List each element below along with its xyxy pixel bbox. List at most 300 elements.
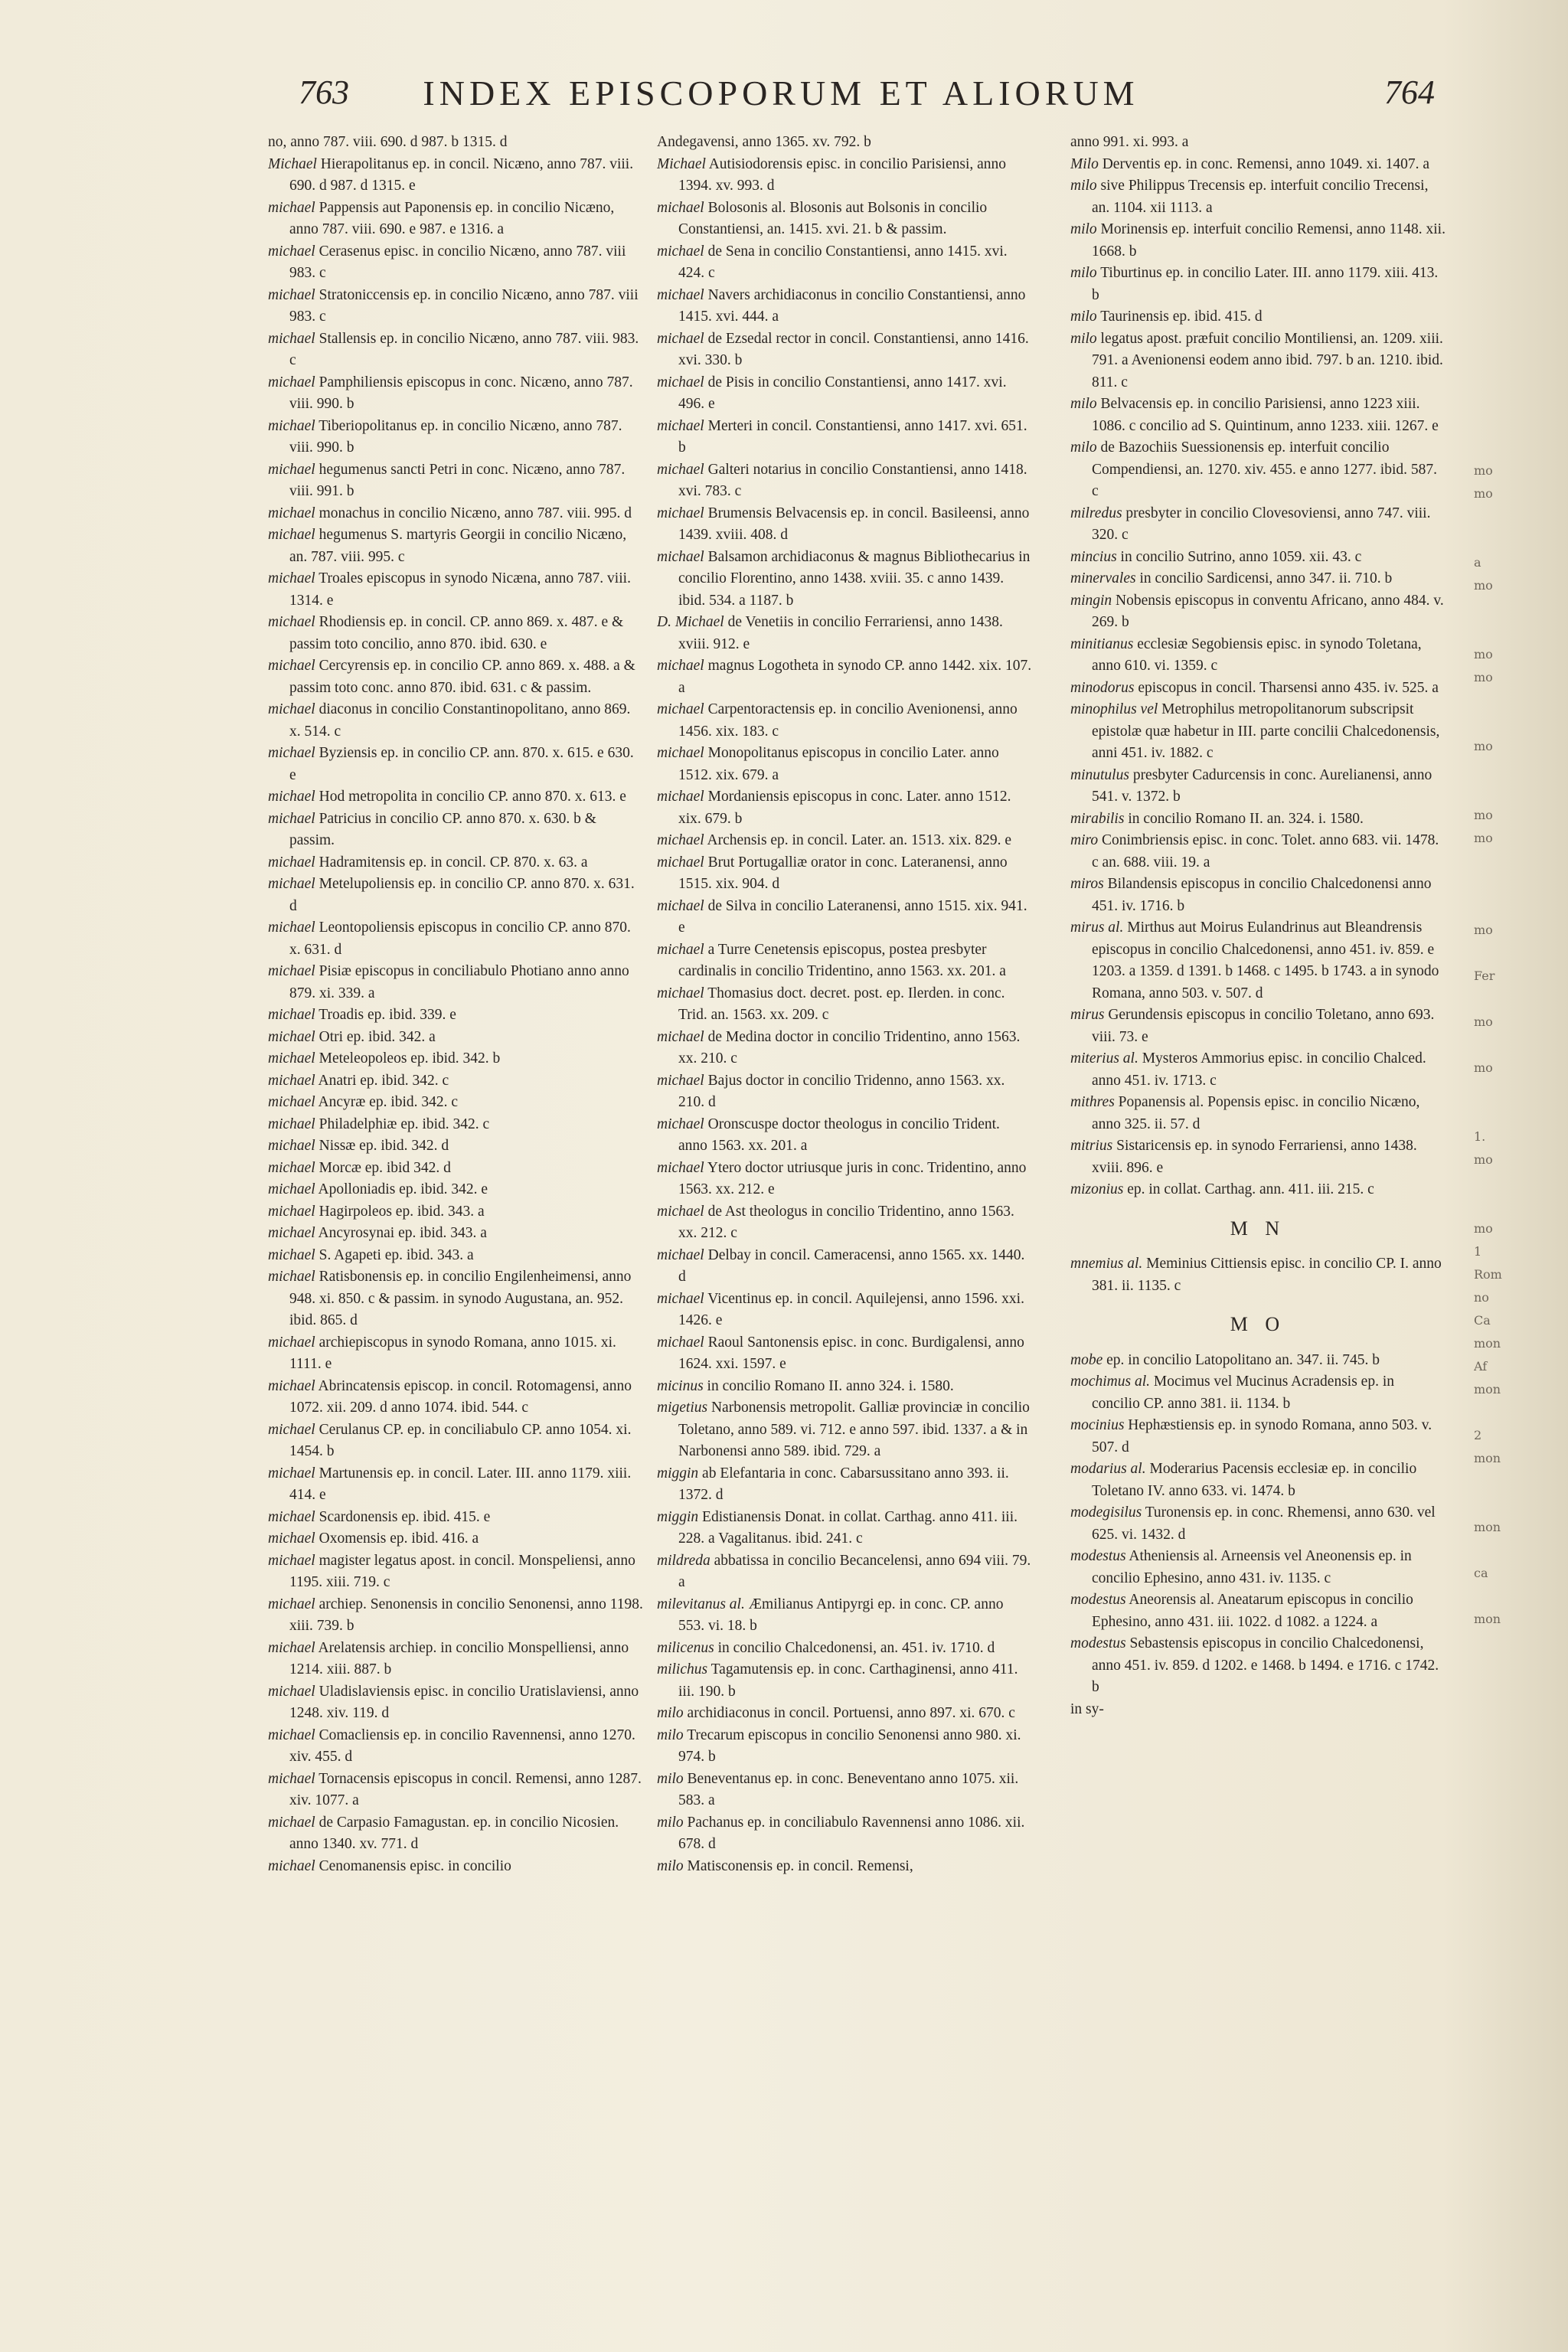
spine-fragment <box>1474 505 1566 528</box>
index-entry <box>657 1289 1032 1332</box>
entry-headword: milo <box>1070 330 1097 347</box>
entry-text: Tiberiopolitanus ep. in concilio Nicæno, anno 787. viii. 990. b <box>289 417 622 456</box>
spine-fragment <box>1474 1171 1566 1194</box>
index-entry <box>268 198 643 241</box>
entry-text: Autisiodorensis episc. in concilio Parisiensi, anno 1394. xv. 993. d <box>678 155 1007 194</box>
entry-text: Bajus doctor in concilio Tridenno, anno 1563. xx. 210. d <box>678 1072 1005 1110</box>
index-entry <box>657 1659 1032 1703</box>
entry-headword: michael <box>657 854 704 871</box>
entry-headword: michael <box>268 1116 315 1132</box>
spine-fragment <box>1474 597 1566 620</box>
entry-headword: Michael <box>657 155 706 172</box>
entry-text: Narbonensis metropolit. Galliæ provinciæ in concilio Toletano, anno 589. vi. 712. e anno 597. ibid. 1337. a & in Narbonensi anno 589. ibid. 729. a <box>678 1400 1030 1459</box>
index-entry <box>657 699 1032 743</box>
index-entry <box>657 983 1032 1027</box>
index-entry <box>657 154 1032 198</box>
spine-fragment: mo <box>1474 1014 1493 1029</box>
entry-text: Oxomensis ep. ibid. 416. a <box>318 1530 479 1547</box>
spine-fragment <box>1474 781 1566 804</box>
entry-text: Mocimus vel Mucinus Acradensis ep. in concilio CP. anno 381. ii. 1134. b <box>1092 1374 1394 1412</box>
index-entry <box>268 241 643 285</box>
entry-headword: michael <box>268 1094 315 1110</box>
index-entry <box>1070 1415 1446 1459</box>
index-entry <box>657 655 1032 699</box>
index-entry <box>268 1376 643 1419</box>
spine-fragment: mo <box>1474 1221 1493 1236</box>
entry-headword: michael <box>268 1552 315 1569</box>
spine-fragment <box>1474 1539 1566 1562</box>
index-entry <box>657 1070 1032 1114</box>
index-entry <box>1070 678 1446 700</box>
entry-text: ep. in collat. Carthag. ann. 411. iii. 215. c <box>1127 1181 1374 1197</box>
entry-headword: modestus <box>1070 1635 1126 1651</box>
index-entry <box>268 961 643 1004</box>
spine-fragment: 2 <box>1474 1428 1482 1442</box>
entry-headword: michael <box>268 1770 315 1787</box>
entry-text: de Bazochiis Suessionensis ep. interfuit concilio Compendiensi, an. 1270. xiv. 455. e anno 1277. ibid. 587. c <box>1092 439 1437 499</box>
entry-headword: michael <box>268 1007 315 1023</box>
spine-fragment: no <box>1474 1290 1489 1305</box>
index-entry <box>268 1179 643 1201</box>
entry-headword: michael <box>268 1072 315 1089</box>
entry-headword: minophilus vel <box>1070 701 1158 717</box>
entry-headword: michael <box>268 199 315 216</box>
spine-fragment <box>1474 1470 1566 1493</box>
index-entry <box>268 852 643 874</box>
spine-fragment: mon <box>1474 1336 1501 1351</box>
entry-headword: Milo <box>1070 155 1099 172</box>
entry-headword: milo <box>1070 396 1097 412</box>
facing-page-edge-fragments <box>1474 459 1566 1991</box>
index-entry <box>1070 917 1446 1004</box>
entry-text: in concilio Chalcedonensi, an. 451. iv. 1710. d <box>717 1639 995 1656</box>
entry-headword: michael <box>268 920 315 936</box>
entry-text: Anatri ep. ibid. 342. c <box>318 1072 449 1089</box>
entry-text: Mysteros Ammorius episc. in concilio Chalced. anno 451. iv. 1713. c <box>1092 1050 1426 1089</box>
entry-headword: mirus al. <box>1070 920 1124 936</box>
entry-headword: miterius al. <box>1070 1050 1138 1067</box>
index-entry <box>1070 394 1446 437</box>
entry-text: in concilio Romano II. an. 324. i. 1580. <box>1128 810 1364 827</box>
entry-headword: michael <box>268 876 315 892</box>
entry-headword: michael <box>268 1596 315 1612</box>
index-entry <box>268 655 643 699</box>
entry-text: Nobensis episcopus in conventu Africano, anno 484. v. 269. b <box>1092 592 1444 630</box>
index-entry <box>268 1812 643 1856</box>
index-entry <box>268 874 643 917</box>
index-entry <box>657 896 1032 939</box>
entry-text: Stallensis ep. in concilio Nicæno, anno 787. viii. 983. c <box>289 330 639 368</box>
entry-headword: miggin <box>657 1508 699 1525</box>
entry-text: Bilandensis episcopus in concilio Chalcedonensi anno 451. iv. 1716. b <box>1092 876 1432 914</box>
index-entry <box>268 459 643 503</box>
index-entry <box>1070 1350 1446 1372</box>
entry-text: Meminius Cittiensis episc. in concilio CP. I. anno 381. ii. 1135. c <box>1092 1256 1442 1294</box>
entry-headword: michael <box>268 1814 315 1831</box>
spine-fragment: mo <box>1474 923 1493 937</box>
spine-fragment: mon <box>1474 1520 1501 1534</box>
spine-fragment: mo <box>1474 578 1493 593</box>
entry-headword: D. Michael <box>657 614 724 630</box>
entry-headword: michael <box>268 1857 315 1874</box>
index-entry <box>268 1463 643 1507</box>
index-entry <box>1070 699 1446 765</box>
index-entry <box>657 1725 1032 1769</box>
spine-fragment <box>1474 873 1566 896</box>
entry-text: Sistaricensis ep. in synodo Ferrariensi, anno 1438. xviii. 896. e <box>1092 1138 1417 1176</box>
entry-headword: milo <box>657 1814 684 1831</box>
index-entry <box>268 699 643 743</box>
spine-fragment: mon <box>1474 1612 1501 1626</box>
index-entry <box>268 1507 643 1529</box>
index-entry <box>1070 1699 1446 1721</box>
entry-headword: michael <box>268 1334 315 1351</box>
entry-headword: milo <box>1070 265 1097 281</box>
entry-text: Vicentinus ep. in concil. Aquilejensi, anno 1596. xxi. 1426. e <box>678 1290 1024 1328</box>
index-entry <box>1070 874 1446 917</box>
index-entry <box>268 1245 643 1267</box>
entry-headword: michael <box>268 1508 315 1525</box>
entry-text: Oronscuspe doctor theologus in concilio Trident. anno 1563. xx. 201. a <box>678 1116 1000 1154</box>
index-entry <box>1070 830 1446 874</box>
entry-text: Uladislaviensis episc. in concilio Uratislaviensi, anno 1248. xiv. 119. d <box>289 1683 639 1721</box>
entry-text: Scardonensis ep. ibid. 415. e <box>318 1508 491 1525</box>
index-entry <box>1070 1546 1446 1589</box>
index-entry <box>1070 219 1446 263</box>
index-entry <box>268 1070 643 1093</box>
entry-text: Metelupoliensis ep. in concilio CP. anno 870. x. 631. d <box>289 876 635 914</box>
entry-headword: michael <box>268 810 315 827</box>
spine-fragment: mo <box>1474 647 1493 662</box>
spine-fragment: 1. <box>1474 1129 1486 1144</box>
entry-text: Moderarius Pacensis ecclesiæ ep. in concilio Toletano IV. anno 633. vi. 1474. b <box>1092 1461 1417 1499</box>
entry-headword: modarius al. <box>1070 1461 1146 1477</box>
entry-headword: minodorus <box>1070 679 1135 696</box>
index-entry <box>657 328 1032 372</box>
entry-text: archiep. Senonensis in concilio Senonensi, anno 1198. xiii. 739. b <box>289 1596 643 1634</box>
spine-fragment <box>1474 850 1566 873</box>
entry-headword: michael <box>268 417 315 434</box>
index-entry <box>1070 175 1446 219</box>
entry-headword: mirabilis <box>1070 810 1125 827</box>
entry-text: hegumenus sancti Petri in conc. Nicæno, anno 787. viii. 991. b <box>289 461 626 499</box>
index-column-1 <box>268 132 643 2337</box>
entry-headword: michael <box>657 1072 704 1089</box>
entry-headword: modegisilus <box>1070 1504 1142 1521</box>
entry-headword: milevitanus al. <box>657 1596 745 1612</box>
index-entry <box>268 1856 643 1878</box>
entry-text: archidiaconus in concil. Portuensi, anno 897. xi. 670. c <box>687 1705 1015 1721</box>
index-entry <box>268 1725 643 1769</box>
entry-headword: mochimus al. <box>1070 1374 1150 1390</box>
index-entry <box>1070 1502 1446 1546</box>
entry-text: sive Philippus Trecensis ep. interfuit concilio Trecensi, an. 1104. xii 1113. a <box>1092 178 1429 216</box>
entry-text: Patricius in concilio CP. anno 870. x. 630. b & passim. <box>289 810 596 848</box>
entry-headword: michael <box>268 461 315 478</box>
entry-text: Martunensis ep. in concil. Later. III. anno 1179. xiii. 414. e <box>289 1465 632 1503</box>
spine-fragment: mo <box>1474 670 1493 684</box>
index-entry <box>657 198 1032 241</box>
index-entry <box>1070 328 1446 394</box>
entry-headword: michael <box>657 243 704 260</box>
entry-headword: michael <box>268 1421 315 1438</box>
entry-text: de Pisis in concilio Constantiensi, anno 1417. xvi. 496. e <box>678 374 1007 412</box>
entry-text: in concilio Romano II. anno 324. i. 1580. <box>707 1377 954 1394</box>
entry-headword: milicenus <box>657 1639 714 1656</box>
entry-headword: michael <box>268 570 315 586</box>
entry-text: Philadelphiæ ep. ibid. 342. c <box>318 1116 490 1132</box>
page-number-left: 763 <box>299 74 349 111</box>
entry-text: Comacliensis ep. in concilio Ravennensi, anno 1270. xiv. 455. d <box>289 1726 635 1765</box>
index-entry <box>268 1550 643 1594</box>
entry-text: Cercyrensis ep. in concilio CP. anno 869. x. 488. a & passim toto conc. anno 870. ibid. 631. c & passim. <box>289 658 635 696</box>
entry-headword: michael <box>268 286 315 303</box>
index-entry <box>657 1158 1032 1201</box>
index-entry <box>657 1463 1032 1507</box>
index-entry <box>657 743 1032 786</box>
index-entry <box>1070 132 1446 154</box>
entry-text: Tornacensis episcopus in concil. Remensi, anno 1287. xiv. 1077. a <box>289 1770 642 1808</box>
entry-text: de Carpasio Famagustan. ep. in concilio Nicosien. anno 1340. xv. 771. d <box>289 1814 619 1852</box>
index-entry <box>657 1507 1032 1550</box>
entry-headword: michael <box>268 374 315 390</box>
entry-text: a Turre Cenetensis episcopus, postea presbyter cardinalis in concilio Tridentino, anno 1563. xx. 201. a <box>678 941 1006 979</box>
entry-headword: michael <box>268 1726 315 1743</box>
spine-fragment <box>1474 942 1566 965</box>
index-entry <box>657 1812 1032 1856</box>
entry-headword: modestus <box>1070 1548 1126 1564</box>
entry-text: Leontopoliensis episcopus in concilio CP. anno 870. x. 631. d <box>289 920 631 958</box>
index-entry <box>657 1397 1032 1463</box>
index-column-3 <box>1070 132 1446 2337</box>
spine-fragment: mo <box>1474 808 1493 822</box>
entry-text: Belvacensis ep. in concilio Parisiensi, anno 1223 xiii. 1086. c concilio ad S. Quintinum, anno 1233. xiii. 1267. e <box>1092 396 1439 434</box>
entry-text: Gerundensis episcopus in concilio Toletano, anno 693. viii. 73. e <box>1092 1007 1435 1045</box>
entry-text: Mordaniensis episcopus in conc. Later. anno 1512. xix. 679. b <box>678 789 1011 827</box>
entry-headword: micinus <box>657 1377 704 1394</box>
index-entry <box>657 1201 1032 1245</box>
entry-headword: michael <box>657 701 704 717</box>
entry-headword: mildreda <box>657 1552 710 1569</box>
entry-headword: michael <box>268 658 315 674</box>
entry-text: Atheniensis al. Arneensis vel Aneonensis ep. in concilio Ephesino, anno 431. iv. 1135. c <box>1092 1548 1412 1586</box>
index-entry <box>1070 1633 1446 1699</box>
spine-fragment <box>1474 1585 1566 1608</box>
entry-text: ab Elefantaria in conc. Cabarsussitano anno 393. ii. 1372. d <box>678 1465 1009 1503</box>
entry-headword: michael <box>268 243 315 260</box>
index-entry <box>268 1092 643 1114</box>
index-entry <box>268 1266 643 1332</box>
entry-headword: milredus <box>1070 505 1122 521</box>
index-entry <box>1070 808 1446 831</box>
index-entry <box>657 1703 1032 1725</box>
spine-fragment <box>1474 620 1566 643</box>
entry-text: Pappensis aut Paponensis ep. in concilio Nicæno, anno 787. viii. 690. e 987. e 1316. a <box>289 199 615 237</box>
entry-headword: michael <box>657 1028 704 1045</box>
index-entry <box>268 372 643 416</box>
entry-text: monachus in concilio Nicæno, anno 787. viii. 995. d <box>318 505 632 521</box>
entry-headword: michael <box>268 1159 315 1176</box>
entry-headword: michael <box>268 1225 315 1241</box>
spine-fragment <box>1474 1493 1566 1516</box>
entry-text: Trecarum episcopus in concilio Senonensi anno 980. xi. 974. b <box>678 1726 1021 1765</box>
index-entry <box>657 1114 1032 1158</box>
section-heading: M O <box>1230 1313 1286 1335</box>
entry-headword: michael <box>268 1530 315 1547</box>
entry-text: Thomasius doct. decret. post. ep. Ilerden. in conc. Trid. an. 1563. xx. 209. c <box>678 985 1005 1023</box>
entry-headword: modestus <box>1070 1592 1126 1608</box>
spine-fragment <box>1474 1080 1566 1102</box>
index-entry <box>657 1376 1032 1398</box>
entry-headword: mingin <box>1070 592 1112 609</box>
entry-text: archiepiscopus in synodo Romana, anno 1015. xi. 1111. e <box>289 1334 616 1372</box>
entry-headword: michael <box>268 789 315 805</box>
spine-fragment: mo <box>1474 463 1493 478</box>
entry-headword: miro <box>1070 832 1099 848</box>
entry-headword: michael <box>268 963 315 979</box>
entry-headword: minitianus <box>1070 635 1134 652</box>
entry-text: Ancyræ ep. ibid. 342. c <box>318 1094 459 1110</box>
entry-headword: milo <box>657 1726 684 1743</box>
index-entry <box>268 917 643 961</box>
index-entry <box>657 852 1032 896</box>
entry-text: diaconus in concilio Constantinopolitano, anno 869. x. 514. c <box>289 701 631 740</box>
index-entry <box>268 1769 643 1812</box>
index-entry <box>1070 1048 1446 1092</box>
entry-text: hegumenus S. martyris Georgii in concilio Nicæno, an. 787. viii. 995. c <box>289 527 627 565</box>
entry-text: presbyter in concilio Clovesoviensi, anno 747. viii. 320. c <box>1092 505 1431 543</box>
entry-text: Monopolitanus episcopus in concilio Later. anno 1512. xix. 679. a <box>678 745 999 783</box>
entry-text: Troales episcopus in synodo Nicæna, anno 787. viii. 1314. e <box>289 570 631 609</box>
entry-headword: michael <box>268 745 315 761</box>
index-entry <box>268 132 643 154</box>
section-heading: M N <box>1230 1217 1286 1240</box>
entry-text: Stratoniccensis ep. in concilio Nicæno, anno 787. viii 983. c <box>289 286 639 325</box>
spine-fragment: mo <box>1474 1060 1493 1075</box>
spine-fragment: mo <box>1474 739 1493 753</box>
entry-headword: michael <box>657 941 704 958</box>
entry-headword: mitrius <box>1070 1138 1113 1154</box>
entry-text: Cerulanus CP. ep. in conciliabulo CP. anno 1054. xi. 1454. b <box>289 1421 632 1459</box>
index-entry <box>1070 154 1446 176</box>
spine-fragment <box>1474 1401 1566 1424</box>
index-entry <box>268 808 643 852</box>
entry-headword: mobe <box>1070 1351 1103 1368</box>
entry-text: Pamphiliensis episcopus in conc. Nicæno, anno 787. viii. 990. b <box>289 374 633 412</box>
spine-fragment: 1 <box>1474 1244 1482 1259</box>
entry-headword: michael <box>268 1465 315 1481</box>
entry-text: Matisconensis ep. in concil. Remensi, <box>687 1857 913 1874</box>
index-entry <box>268 1638 643 1681</box>
entry-text: de Ast theologus in concilio Tridentino, anno 1563. xx. 212. c <box>678 1203 1014 1241</box>
index-entry <box>1070 568 1446 590</box>
index-entry <box>657 786 1032 830</box>
spine-fragment <box>1474 712 1566 735</box>
index-entry <box>268 416 643 459</box>
index-entry <box>657 830 1032 852</box>
entry-text: Rhodiensis ep. in concil. CP. anno 869. x. 487. e & passim toto concilio, anno 870. ibid. 630. e <box>289 614 624 652</box>
entry-text: Tiburtinus ep. in concilio Later. III. anno 1179. xiii. 413. b <box>1092 265 1439 303</box>
entry-headword: miggin <box>657 1465 699 1481</box>
index-column-2 <box>657 132 1032 2337</box>
index-entry <box>657 503 1032 547</box>
index-entry <box>657 1027 1032 1070</box>
entry-text: anno 991. xi. 993. a <box>1070 134 1189 150</box>
index-entry <box>268 1114 643 1136</box>
entry-text: presbyter Cadurcensis in conc. Aurelianensi, anno 541. v. 1372. b <box>1092 766 1432 805</box>
entry-text: Raoul Santonensis episc. in conc. Burdigalensi, anno 1624. xxi. 1597. e <box>678 1334 1024 1372</box>
entry-headword: michael <box>657 658 704 674</box>
index-entry <box>1070 765 1446 808</box>
entry-headword: michael <box>657 1116 704 1132</box>
entry-text: Cerasenus episc. in concilio Nicæno, anno 787. viii 983. c <box>289 243 626 281</box>
entry-headword: migetius <box>657 1400 708 1416</box>
entry-text: Otri ep. ibid. 342. a <box>318 1028 436 1045</box>
entry-headword: michael <box>657 1246 704 1263</box>
entry-text: Metrophilus metropolitanorum subscripsit epistolæ quæ habetur in III. parte concilii Chalcedonensis, anni 451. iv. 1882. c <box>1092 701 1440 761</box>
entry-headword: michael <box>657 789 704 805</box>
entry-text: Delbay in concil. Cameracensi, anno 1565. xx. 1440. d <box>678 1246 1025 1285</box>
spine-fragment: Rom <box>1474 1267 1502 1282</box>
index-entry <box>1070 1253 1446 1297</box>
spine-fragment: a <box>1474 555 1481 570</box>
entry-headword: miros <box>1070 876 1104 892</box>
entry-text: Byziensis ep. in concilio CP. ann. 870. x. 615. e 630. e <box>289 745 634 783</box>
entry-headword: michael <box>268 505 315 521</box>
entry-text: in concilio Sutrino, anno 1059. xii. 43. c <box>1120 548 1362 565</box>
spine-fragment <box>1474 1034 1566 1057</box>
index-entry <box>268 1223 643 1245</box>
index-entry <box>268 1201 643 1223</box>
index-entry <box>1070 263 1446 306</box>
entry-headword: michael <box>268 1028 315 1045</box>
entry-text: Cenomanensis episc. in concilio <box>318 1857 511 1874</box>
entry-text: Ratisbonensis ep. in concilio Engilenheimensi, anno 948. xi. 850. c & passim. in synodo Augustana, an. 952. ibid. 865. d <box>289 1269 632 1328</box>
entry-text: Conimbriensis episc. in conc. Tolet. anno 683. vii. 1478. c an. 688. viii. 19. a <box>1092 832 1439 871</box>
spine-fragment: mon <box>1474 1451 1501 1465</box>
entry-text: no, anno 787. viii. 690. d 987. b 1315. d <box>268 134 508 150</box>
index-entry <box>1070 437 1446 503</box>
entry-text: Hierapolitanus ep. in concil. Nicæno, anno 787. viii. 690. d 987. d 1315. e <box>289 155 634 194</box>
entry-text: Andegavensi, anno 1365. xv. 792. b <box>657 134 871 150</box>
entry-text: Carpentoractensis ep. in concilio Avenionensi, anno 1456. xix. 183. c <box>678 701 1018 740</box>
entry-text: ecclesiæ Segobiensis episc. in synodo Toletana, anno 610. vi. 1359. c <box>1092 635 1422 674</box>
entry-text: Ancyrosynai ep. ibid. 343. a <box>318 1225 487 1241</box>
entry-headword: milo <box>657 1705 684 1721</box>
index-entry <box>1070 1459 1446 1502</box>
entry-text: Hadramitensis ep. in concil. CP. 870. x. 63. a <box>318 854 588 871</box>
entry-headword: milo <box>657 1857 684 1874</box>
index-entry <box>657 1769 1032 1812</box>
entry-headword: michael <box>268 1138 315 1154</box>
entry-text: de Venetiis in concilio Ferrariensi, anno 1438. xviii. 912. e <box>678 614 1003 652</box>
entry-headword: mocinius <box>1070 1417 1125 1433</box>
entry-headword: milo <box>657 1770 684 1787</box>
entry-headword: michael <box>268 1181 315 1197</box>
entry-headword: michael <box>657 505 704 521</box>
entry-headword: minervales <box>1070 570 1136 586</box>
entry-headword: michael <box>268 330 315 347</box>
spine-fragment <box>1474 758 1566 781</box>
entry-headword: michael <box>268 1377 315 1394</box>
index-entry <box>657 1856 1032 1878</box>
entry-text: Arelatensis archiep. in concilio Monspelliensi, anno 1214. xiii. 887. b <box>289 1639 629 1677</box>
entry-headword: michael <box>268 1203 315 1220</box>
entry-headword: michael <box>657 1290 704 1307</box>
entry-headword: milo <box>1070 221 1097 237</box>
entry-headword: michael <box>657 461 704 478</box>
index-entry <box>1070 634 1446 678</box>
